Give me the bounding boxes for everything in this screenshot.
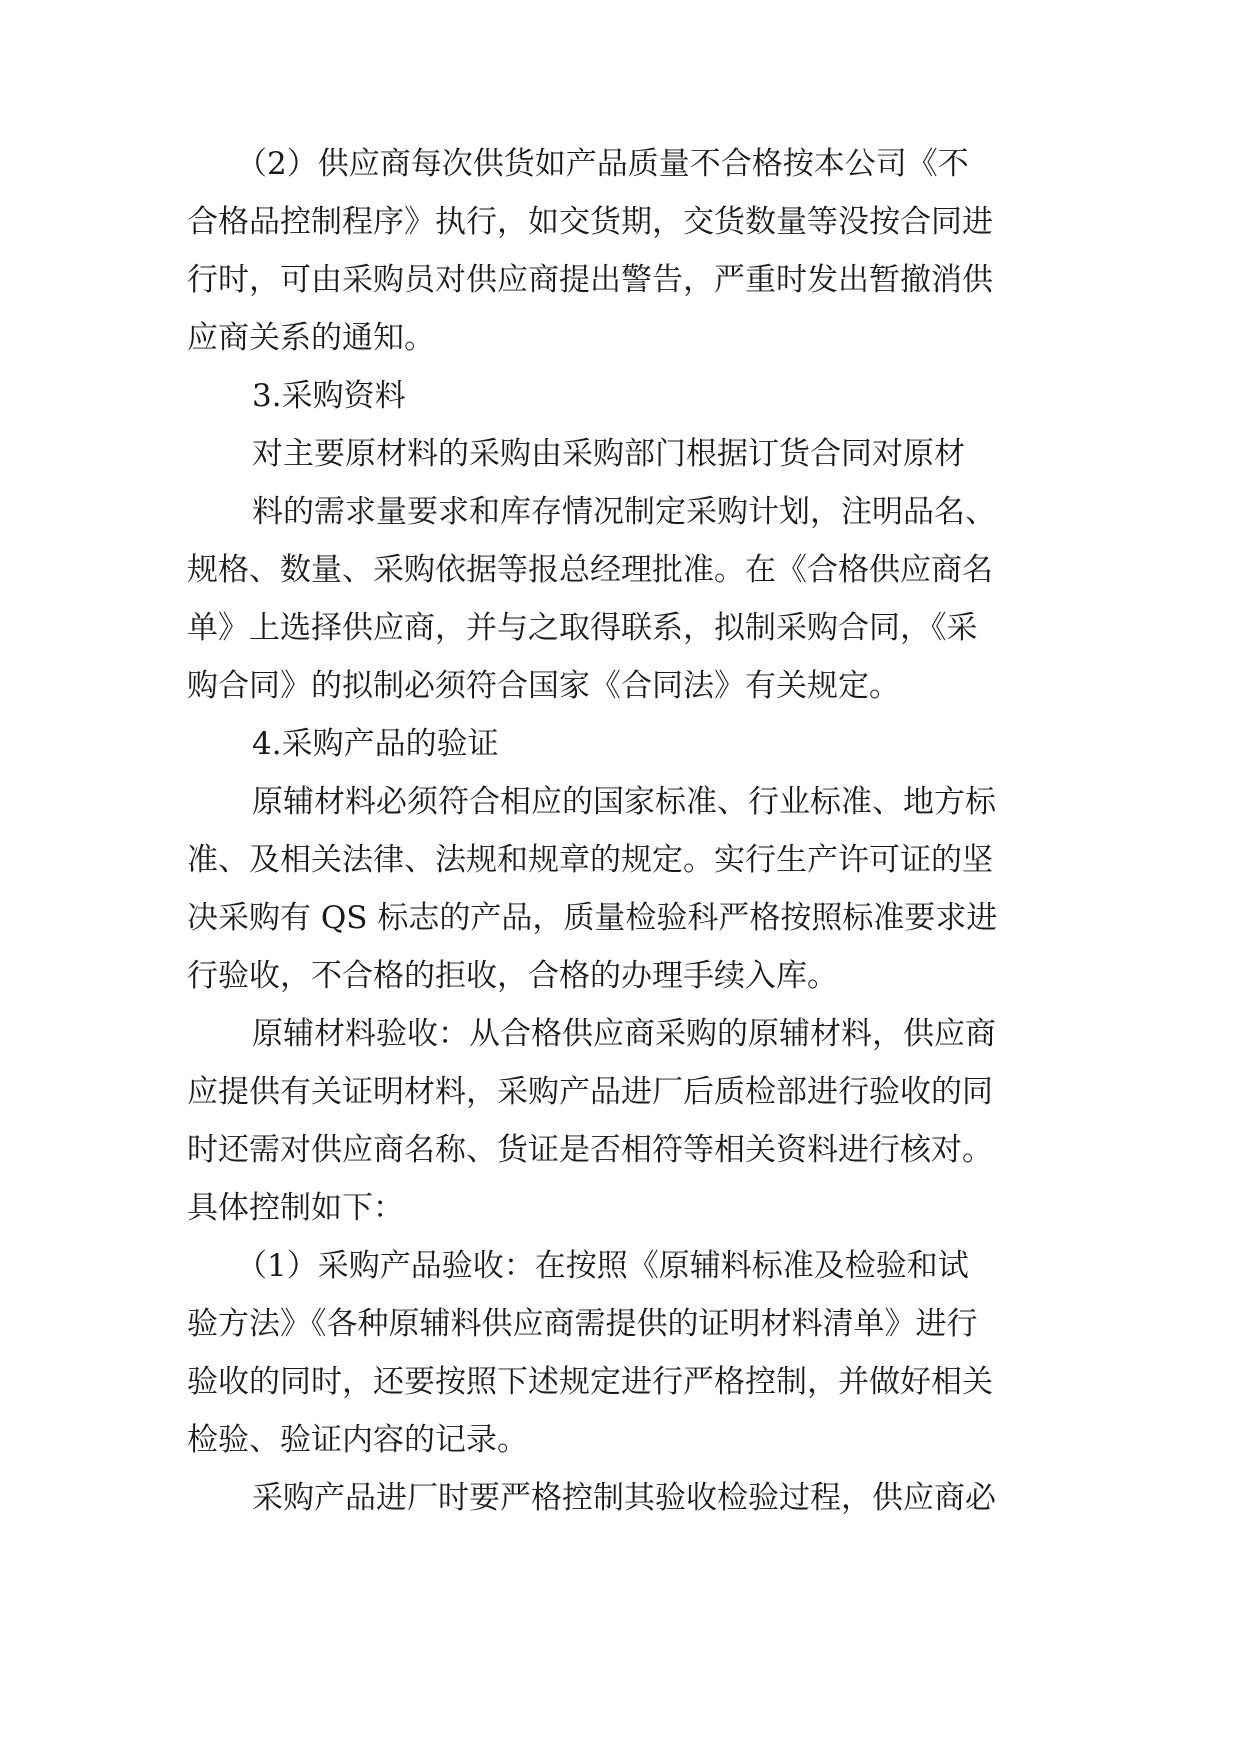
section-heading: 4.采购产品的验证 — [252, 726, 499, 762]
text-line: 应商关系的通知。 — [187, 320, 435, 356]
text-line: 验收的同时，还要按照下述规定进行严格控制，并做好相关 — [187, 1364, 993, 1400]
text-line: 料的需求量要求和库存情况制定采购计划，注明品名、 — [252, 494, 996, 530]
text-line: 检验、验证内容的记录。 — [187, 1422, 528, 1458]
text-line: （1）采购产品验收：在按照《原辅料标准及检验和试 — [236, 1248, 969, 1284]
text-line: （2）供应商每次供货如产品质量不合格按本公司《不 — [236, 146, 969, 182]
text-line: 规格、数量、采购依据等报总经理批准。在《合格供应商名 — [187, 552, 993, 588]
text-line: 应提供有关证明材料，采购产品进厂后质检部进行验收的同 — [187, 1074, 993, 1110]
text-line: 合格品控制程序》执行，如交货期，交货数量等没按合同进 — [187, 204, 993, 240]
text-line: 行时，可由采购员对供应商提出警告，严重时发出暂撤消供 — [187, 262, 993, 298]
text-line: 时还需对供应商名称、货证是否相符等相关资料进行核对。 — [187, 1132, 993, 1168]
text-line: 购合同》的拟制必须符合国家《合同法》有关规定。 — [187, 668, 900, 704]
text-line: 对主要原材料的采购由采购部门根据订货合同对原材 — [252, 436, 965, 472]
text-line: 原辅材料验收：从合格供应商采购的原辅材料，供应商 — [252, 1016, 996, 1052]
text-line: 采购产品进厂时要严格控制其验收检验过程，供应商必 — [252, 1480, 996, 1516]
text-line: 具体控制如下： — [187, 1190, 404, 1226]
text-line: 单》上选择供应商，并与之取得联系，拟制采购合同，《采 — [187, 610, 978, 646]
text-line: 行验收，不合格的拒收，合格的办理手续入库。 — [187, 958, 838, 994]
text-line: 决采购有 QS 标志的产品，质量检验科严格按照标准要求进 — [187, 900, 998, 936]
section-heading: 3.采购资料 — [252, 378, 406, 414]
text-line: 原辅材料必须符合相应的国家标准、行业标准、地方标 — [252, 784, 996, 820]
text-line: 验方法》《各种原辅料供应商需提供的证明材料清单》进行 — [187, 1306, 978, 1342]
text-line: 准、及相关法律、法规和规章的规定。实行生产许可证的坚 — [187, 842, 993, 878]
